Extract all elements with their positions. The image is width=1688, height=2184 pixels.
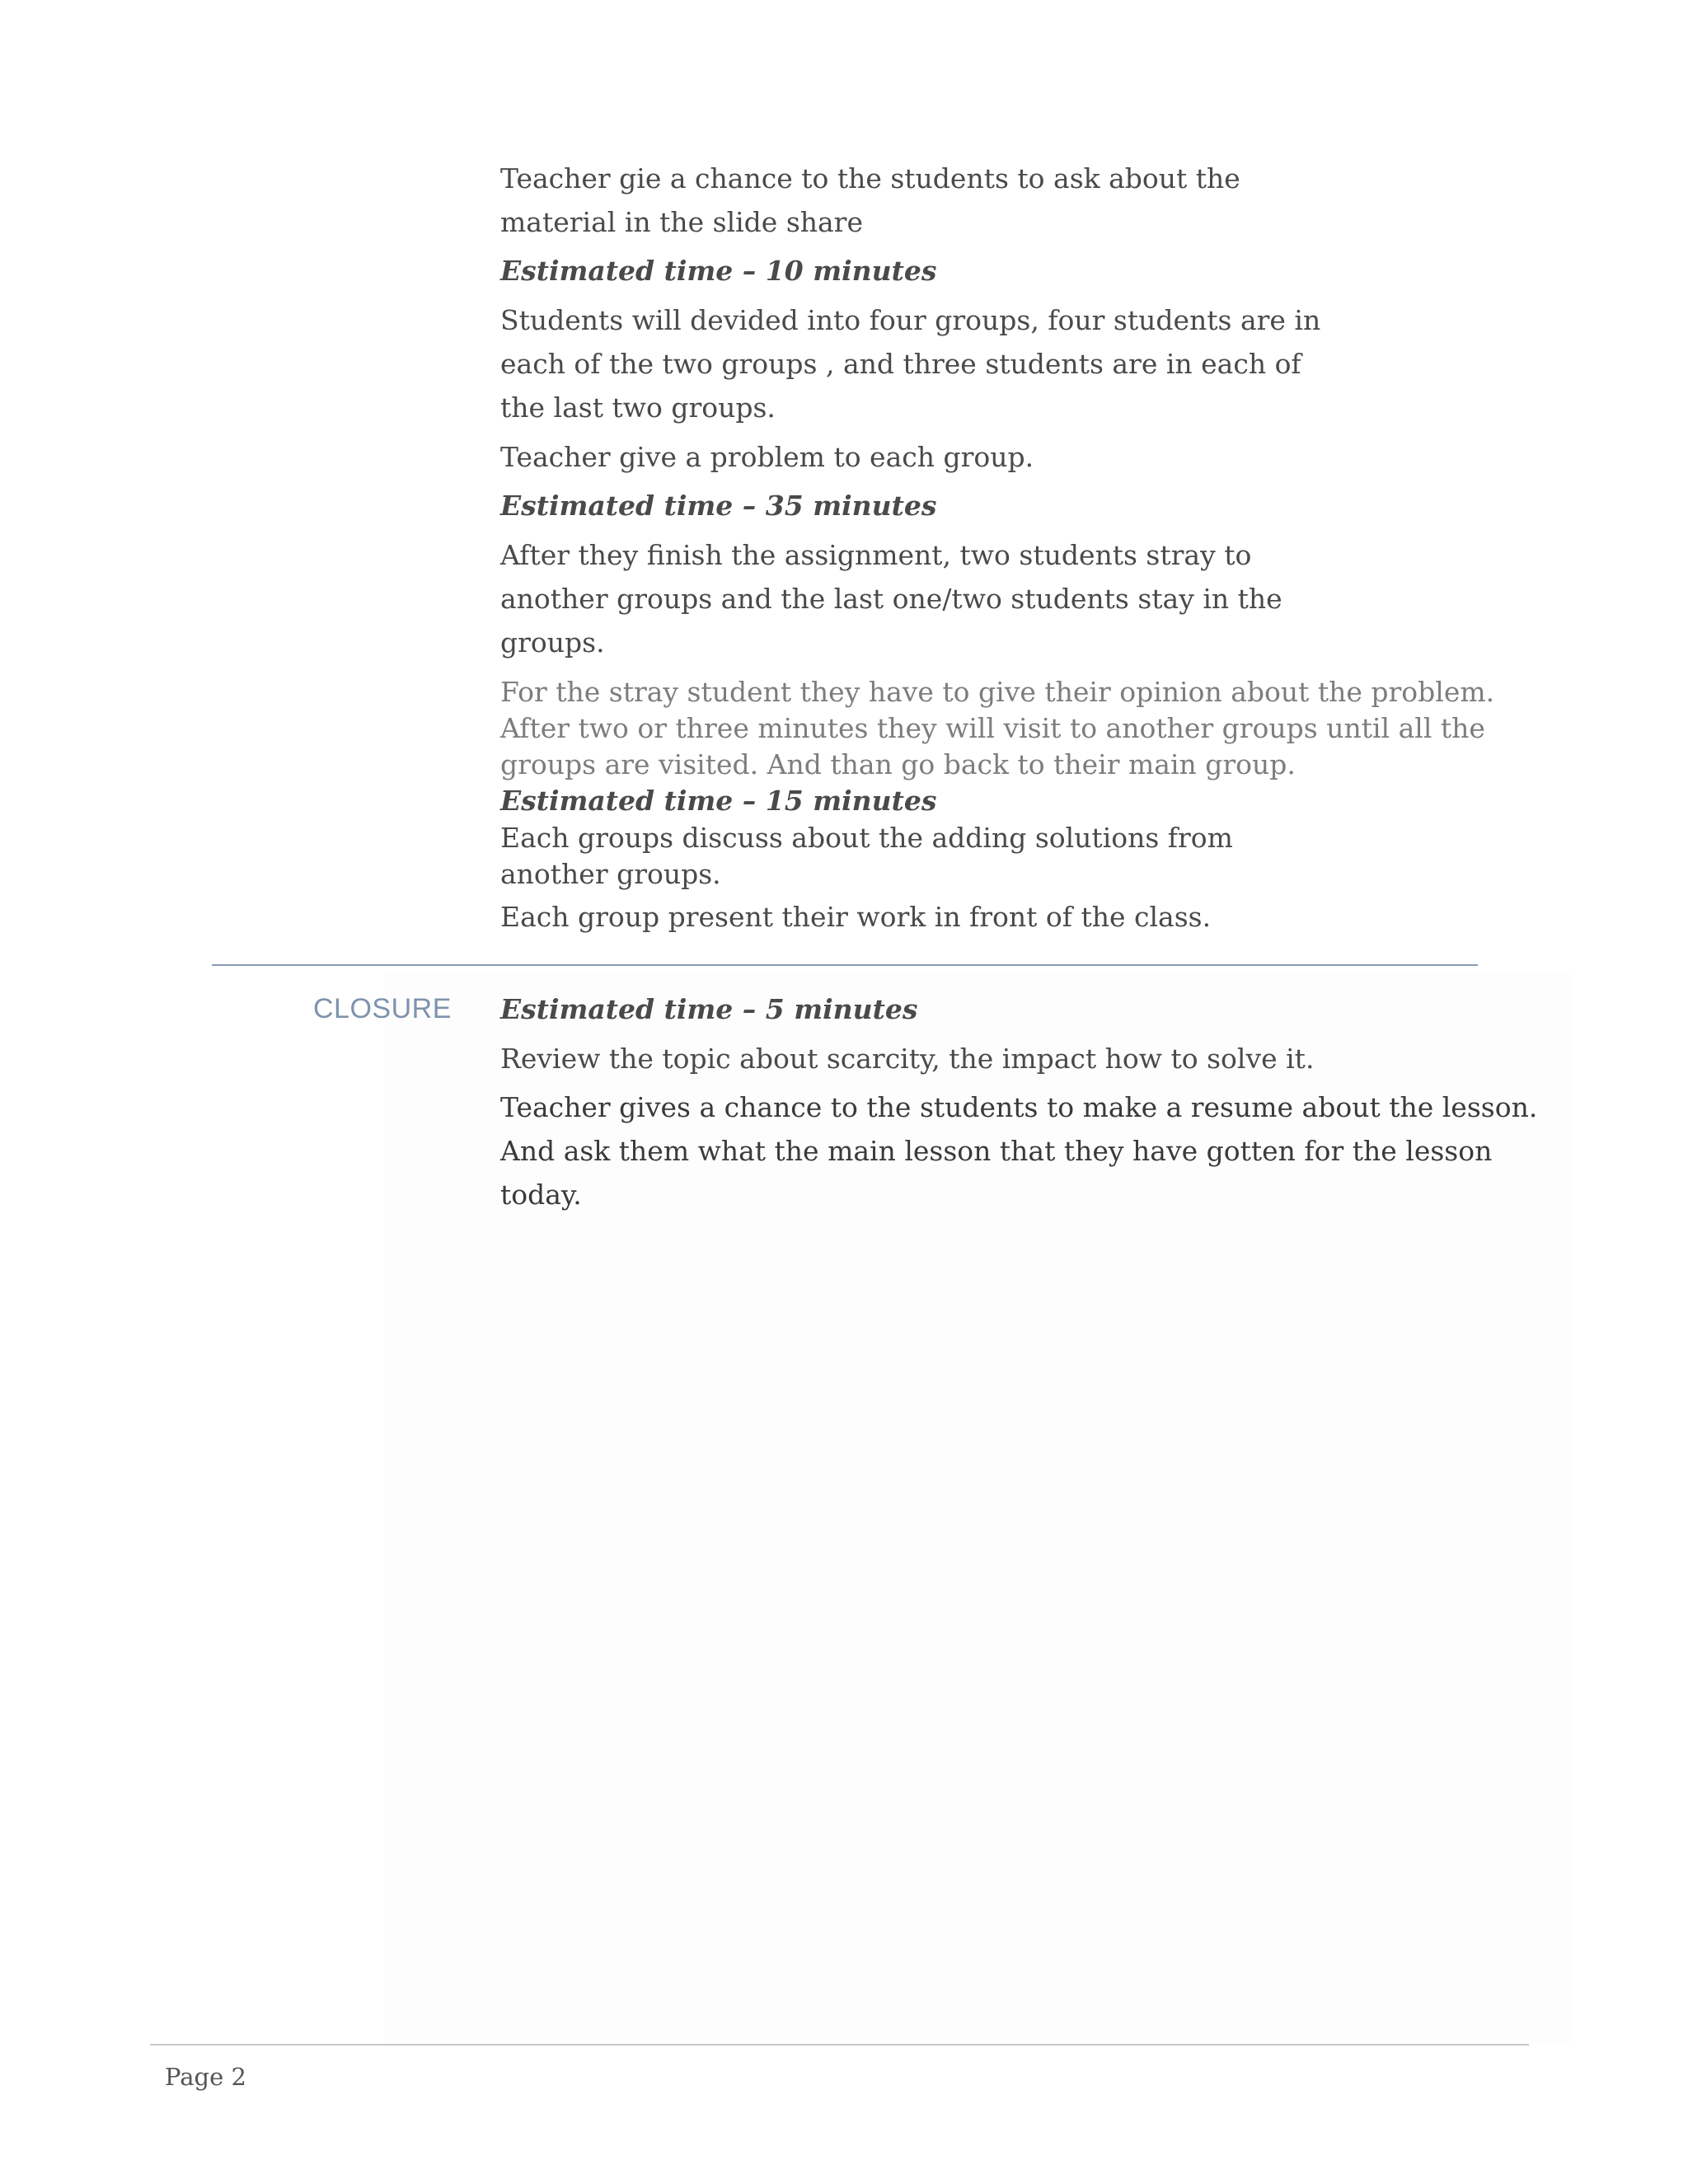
resume-line-1: Teacher gives a chance to the students to make a resume about the lesson. <box>500 1091 1538 1123</box>
review-line: Review the topic about scarcity, the impact how to solve it. <box>500 1043 1315 1075</box>
discuss-line-1: Each groups discuss about the adding solutions from <box>500 822 1233 854</box>
present-line: Each group present their work in front of the class. <box>500 901 1212 933</box>
estimated-time-10: Estimated time – 10 minutes <box>500 255 937 287</box>
resume-line-2: And ask them what the main lesson that they have gotten for the lesson <box>500 1135 1493 1167</box>
opinion-line-2: After two or three minutes they will visit to another groups until all the <box>500 712 1485 744</box>
opinion-line-1: For the stray student they have to give their opinion about the problem. <box>500 676 1495 708</box>
problem-line: Teacher give a problem to each group. <box>500 441 1034 473</box>
footer-divider <box>150 2044 1529 2046</box>
stray-line-3: groups. <box>500 626 605 658</box>
stray-line-1: After they finish the assignment, two students stray to <box>500 539 1252 571</box>
intro-line-2: material in the slide share <box>500 206 863 238</box>
groups-line-3: the last two groups. <box>500 391 776 424</box>
stray-line-2: another groups and the last one/two students stay in the <box>500 583 1282 615</box>
closure-label: CLOSURE <box>313 993 452 1024</box>
groups-line-1: Students will devided into four groups, four students are in <box>500 304 1321 336</box>
estimated-time-35: Estimated time – 35 minutes <box>500 490 937 522</box>
discuss-line-2: another groups. <box>500 858 721 890</box>
intro-line-1: Teacher gie a chance to the students to ask about the <box>500 162 1240 194</box>
page-number: Page 2 <box>165 2063 246 2091</box>
estimated-time-5: Estimated time – 5 minutes <box>500 993 918 1025</box>
estimated-time-15: Estimated time – 15 minutes <box>500 785 937 817</box>
resume-line-3: today. <box>500 1179 582 1211</box>
groups-line-2: each of the two groups , and three students are in each of <box>500 348 1301 380</box>
opinion-line-3: groups are visited. And than go back to their main group. <box>500 748 1296 780</box>
section-divider <box>212 964 1478 966</box>
